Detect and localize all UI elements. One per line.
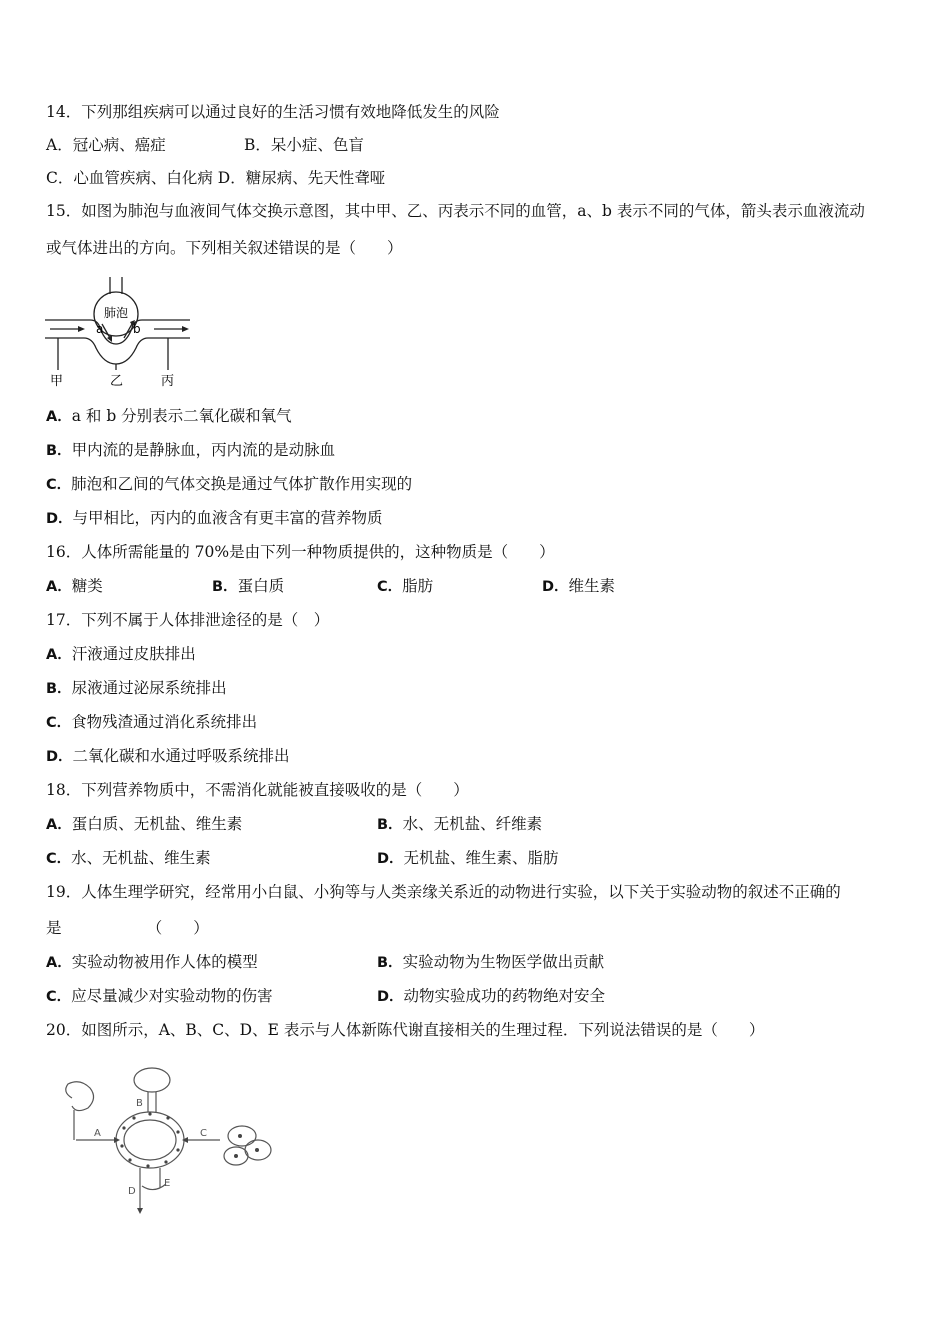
- q14-stem: 14．下列那组疾病可以通过良好的生活习惯有效地降低发生的风险: [46, 103, 500, 121]
- gas-a-label: a: [96, 322, 104, 336]
- metabolism-process-figure: [50, 1058, 290, 1218]
- q17-option-c: C．食物残渣通过消化系统排出: [46, 713, 258, 731]
- process-a-label: A: [94, 1128, 101, 1139]
- q16-option-b: B．蛋白质: [212, 577, 285, 595]
- q19-option-d: D．动物实验成功的药物绝对安全: [377, 987, 606, 1005]
- q15-stem-line2: 或气体进出的方向。下列相关叙述错误的是（ ）: [46, 239, 403, 257]
- q15-stem-line1: 15．如图为肺泡与血液间气体交换示意图，其中甲、乙、丙表示不同的血管，a、b 表示不同的气体，箭头表示血液流动: [46, 202, 865, 220]
- q17-option-b: B．尿液通过泌尿系统排出: [46, 679, 227, 697]
- process-b-label: B: [136, 1098, 143, 1109]
- process-e-label: E: [164, 1178, 171, 1189]
- q18-option-d: D．无机盐、维生素、脂肪: [377, 849, 559, 867]
- process-c-label: C: [200, 1128, 207, 1139]
- q19-option-c: C．应尽量减少对实验动物的伤害: [46, 987, 273, 1005]
- q15-option-d: D．与甲相比，丙内的血液含有更丰富的营养物质: [46, 509, 383, 527]
- q14-option-a: A．冠心病、癌症: [46, 136, 166, 154]
- q19-option-a: A．实验动物被用作人体的模型: [46, 953, 258, 971]
- q16-option-a: A．糖类: [46, 577, 103, 595]
- gas-b-label: b: [133, 322, 141, 336]
- q17-stem: 17．下列不属于人体排泄途径的是（ ）: [46, 611, 330, 629]
- q14-option-b: B．呆小症、色盲: [244, 136, 364, 154]
- q17-option-d: D．二氧化碳和水通过呼吸系统排出: [46, 747, 290, 765]
- alveolus-gas-exchange-figure: [40, 272, 200, 392]
- vessel-yi-label: 乙: [110, 374, 124, 389]
- q14-options-cd: C．心血管疾病、白化病 D．糖尿病、先天性聋哑: [46, 169, 386, 187]
- alveolus-label: 肺泡: [104, 306, 129, 320]
- q16-option-d: D．维生素: [542, 577, 616, 595]
- vessel-jia-label: 甲: [50, 374, 64, 389]
- q16-stem: 16．人体所需能量的 70%是由下列一种物质提供的，这种物质是（ ）: [46, 543, 555, 561]
- process-d-label: D: [128, 1186, 136, 1197]
- q16-option-c: C．脂肪: [377, 577, 434, 595]
- q18-stem: 18．下列营养物质中，不需消化就能被直接吸收的是（ ）: [46, 781, 469, 799]
- q20-stem: 20．如图所示，A、B、C、D、E 表示与人体新陈代谢直接相关的生理过程．下列说法错误的是（ ）: [46, 1021, 765, 1039]
- q18-option-c: C．水、无机盐、维生素: [46, 849, 211, 867]
- q15-option-b: B．甲内流的是静脉血，丙内流的是动脉血: [46, 441, 336, 459]
- q15-option-a: A．a 和 b 分别表示二氧化碳和氧气: [46, 407, 292, 425]
- q18-option-b: B．水、无机盐、纤维素: [377, 815, 543, 833]
- q19-option-b: B．实验动物为生物医学做出贡献: [377, 953, 605, 971]
- q19-stem-line2: 是 （ ）: [46, 919, 209, 937]
- q18-option-a: A．蛋白质、无机盐、维生素: [46, 815, 243, 833]
- q17-option-a: A．汗液通过皮肤排出: [46, 645, 196, 663]
- q19-stem-line1: 19．人体生理学研究，经常用小白鼠、小狗等与人类亲缘关系近的动物进行实验，以下关于实验动物的叙述不正确的: [46, 883, 841, 901]
- q15-option-c: C．肺泡和乙间的气体交换是通过气体扩散作用实现的: [46, 475, 413, 493]
- vessel-bing-label: 丙: [161, 374, 175, 389]
